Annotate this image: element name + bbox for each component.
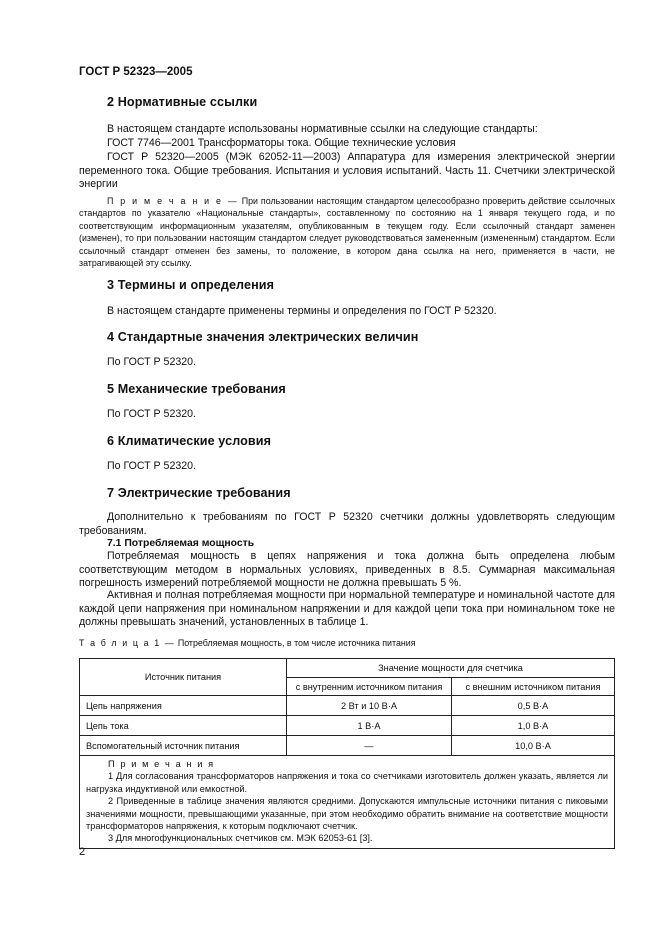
table-row [80, 716, 615, 736]
reference-gost-52320: ГОСТ Р 52320—2005 (МЭК 62052-11—2003) Аппаратура для измерения электрической энергии переменного тока. Общие требования. Испытания и условия испытаний. Часть 11. Счетчики электрической энергии [79, 151, 615, 191]
section-6-text: По ГОСТ Р 52320. [107, 460, 196, 472]
header-value: Значение мощности для счетчика [287, 659, 615, 678]
table-note-1: 1 Для согласования трансформаторов напряжения и тока со счетчиками изготовитель должен указать, является ли нагрузка индуктивной или емкостной. [86, 771, 608, 794]
section-6-title: 6 Климатические условия [107, 434, 272, 448]
section-3-text: В настоящем стандарте применены термины и определения по ГОСТ Р 52320. [107, 305, 497, 317]
section-7-1-title: 7.1 Потребляемая мощность [107, 538, 255, 549]
row-external: 10,0 В·А [452, 736, 615, 756]
page-number: 2 [79, 846, 86, 858]
section-3-title: 3 Термины и определения [107, 278, 275, 292]
table-notes-title: П р и м е ч а н и я [108, 759, 215, 769]
table-caption [79, 638, 416, 648]
table-caption-text: Потребляемая мощность, в том числе источника питания [177, 638, 416, 648]
section-7-1-para-1: Потребляемая мощность в цепях напряжения и тока должна быть определена любым соответствующим методом в нормальных условиях, приведенных в 8.5. Суммарная максимальная погрешность измерений потребляемой мощности не должна превышать 5 %. [79, 550, 615, 590]
running-header: ГОСТ Р 52323—2005 [79, 66, 193, 78]
section-2-note [79, 195, 615, 269]
row-internal: 2 Вт и 10 В·А [287, 696, 452, 716]
header-source: Источник питания [80, 659, 287, 696]
row-source: Цепь напряжения [80, 696, 287, 716]
section-4-title: 4 Стандартные значения электрических величин [107, 330, 419, 344]
row-internal: — [287, 736, 452, 756]
section-7-intro: Дополнительно к требованиям по ГОСТ Р 52320 счетчики должны удовлетворять следующим требованиям. [79, 511, 615, 537]
table-note-3: 3 Для многофункциональных счетчиков см. МЭК 62053-61 [3]. [108, 833, 373, 844]
row-source: Вспомогательный источник питания [80, 736, 287, 756]
table-note-2: 2 Приведенные в таблице значения являются средними. Допускаются импульсные источники питания с пиковыми значениями мощности, превышающими указанные, при этом необходимо обратить внимание на соответствие мощности трансформаторов напряжения, к которым подключают счетчик. [86, 796, 608, 832]
header-external: с внешним источником питания [452, 678, 615, 696]
table-caption-label: Т а б л и ц а 1 — [79, 638, 176, 648]
row-source: Цепь тока [80, 716, 287, 736]
note-label: П р и м е ч а н и е — [107, 196, 239, 206]
note-text: При пользовании настоящим стандартом целесообразно проверить действие ссылочных стандартов по указателю «Национальные стандарты», составленному по состоянию на 1 января текущего года, и по соответствующим информационным указателям, опубликованным в текущем году. Если ссылочный стандарт заменен (изменен), то при пользовании настоящим стандартом следует руководствоваться замененным (измененным) стандартом. Если ссылочный стандарт отменен без замены, то положение, в котором дана ссылка на него, применяется в части, не затрагивающей эту ссылку. [79, 196, 616, 269]
section-2-title: 2 Нормативные ссылки [107, 95, 258, 109]
section-7-title: 7 Электрические требования [107, 486, 291, 500]
section-7-1-para-2: Активная и полная потребляемая мощности при нормальной температуре и номинальной частоте для каждой цепи напряжения при номинальном напряжении и для каждой цепи тока при номинальном токе не должны превышать значений, установленных в таблице 1. [79, 589, 615, 629]
reference-gost-7746: ГОСТ 7746—2001 Трансформаторы тока. Общие технические условия [107, 137, 456, 149]
section-5-title: 5 Механические требования [107, 382, 286, 396]
row-internal: 1 В·А [287, 716, 452, 736]
section-4-text: По ГОСТ Р 52320. [107, 356, 196, 368]
section-2-intro: В настоящем стандарте использованы нормативные ссылки на следующие стандарты: [107, 123, 538, 135]
table-row [80, 736, 615, 756]
power-consumption-table [79, 658, 615, 849]
row-external: 0,5 В·А [452, 696, 615, 716]
section-5-text: По ГОСТ Р 52320. [107, 408, 196, 420]
row-external: 1,0 В·А [452, 716, 615, 736]
table-row [80, 696, 615, 716]
header-internal: с внутренним источником питания [287, 678, 452, 696]
table-notes [80, 756, 615, 849]
